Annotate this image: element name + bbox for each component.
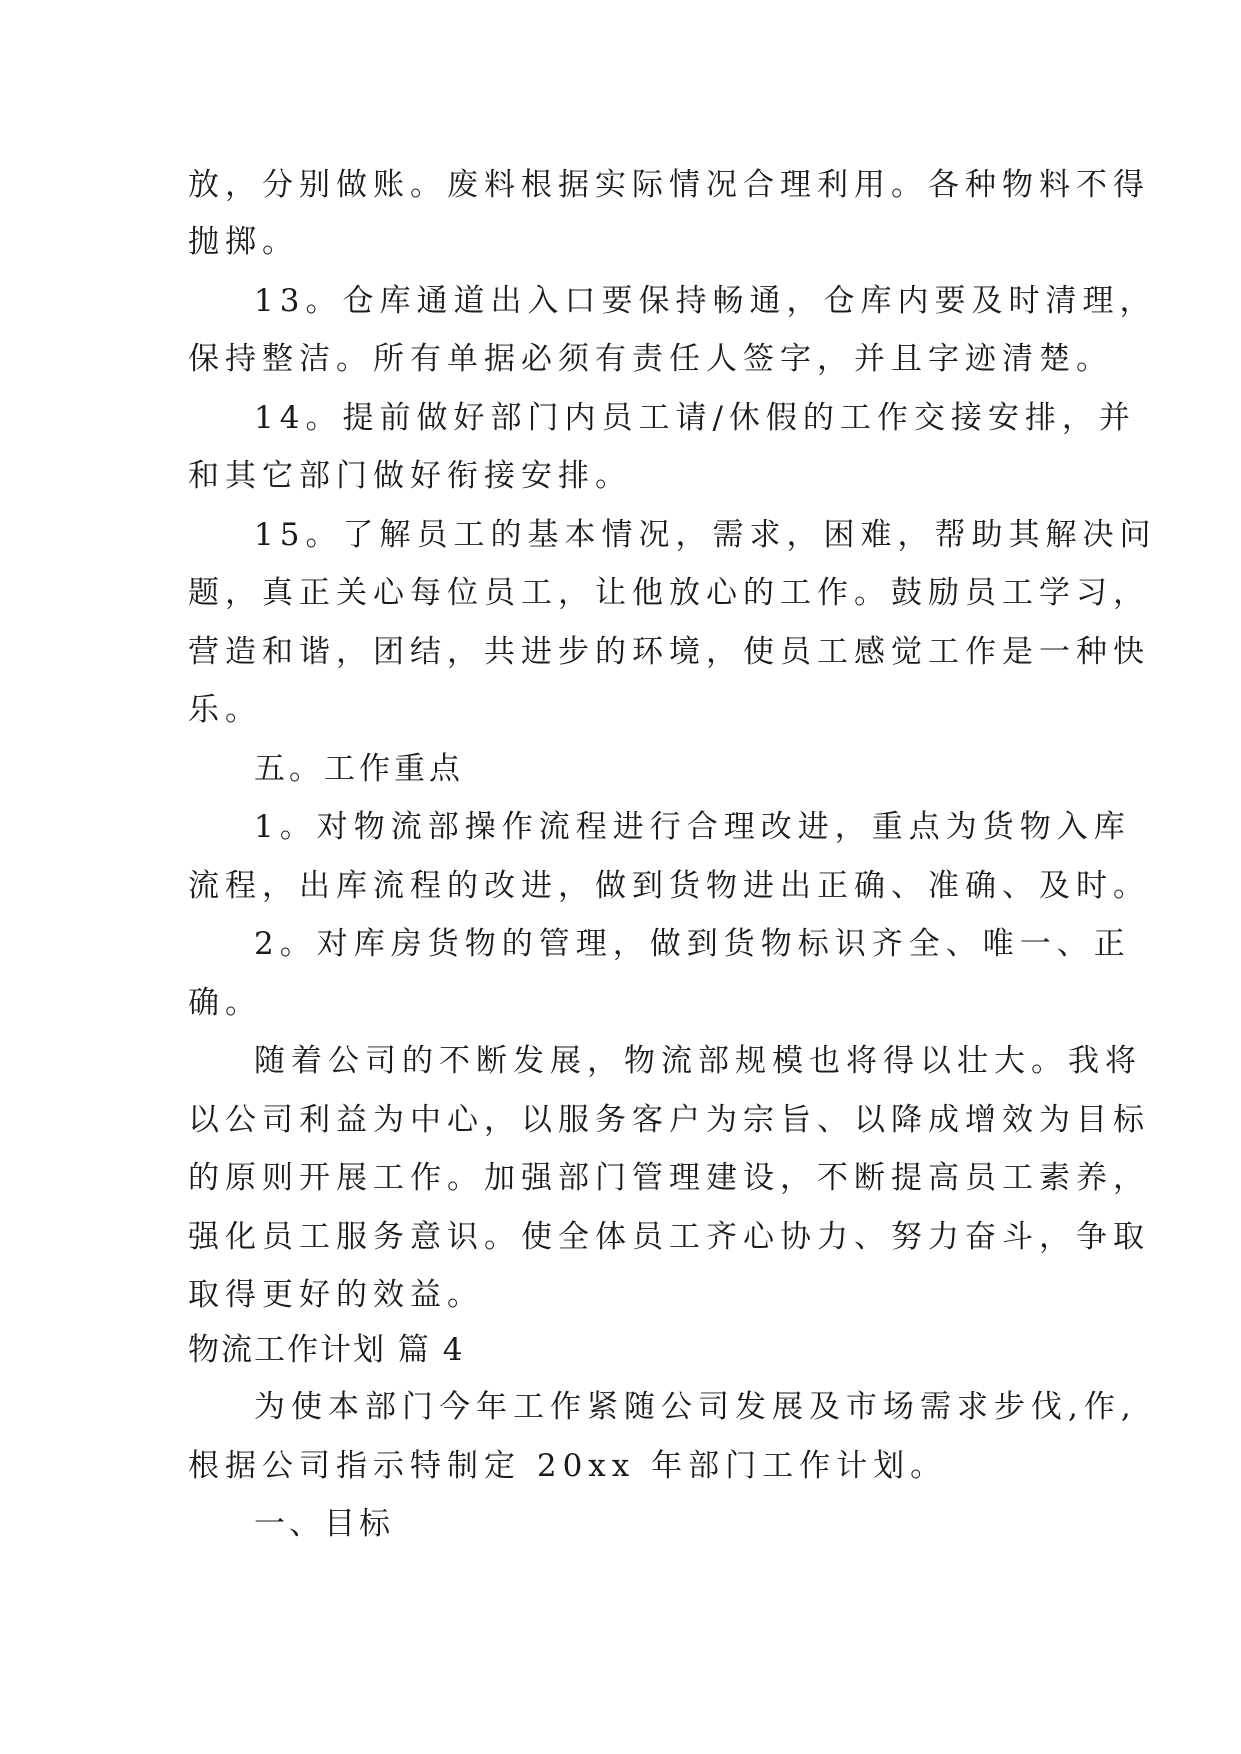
- section-title: 物流工作计划 篇 4: [188, 1332, 465, 1368]
- text-line: 为使本部门今年工作紧随公司发展及市场需求步伐,作,: [254, 1389, 1137, 1425]
- text-line: 乐。: [188, 692, 262, 728]
- text-line: 15。了解员工的基本情况，需求，困难，帮助其解决问: [254, 517, 1157, 553]
- text-line: 营造和谐，团结，共进步的环境，使员工感觉工作是一种快: [188, 634, 1150, 670]
- text-line: 抛掷。: [188, 224, 299, 260]
- text-line: 根据公司指示特制定 20xx 年部门工作计划。: [188, 1448, 948, 1484]
- section-heading: 一、目标: [254, 1506, 394, 1542]
- text-line: 强化员工服务意识。使全体员工齐心协力、努力奋斗，争取: [188, 1219, 1150, 1255]
- text-line: 题，真正关心每位员工，让他放心的工作。鼓励员工学习，: [188, 575, 1150, 611]
- text-line: 的原则开展工作。加强部门管理建设，不断提高员工素养，: [188, 1160, 1150, 1196]
- text-line: 1。对物流部操作流程进行合理改进，重点为货物入库: [254, 809, 1131, 845]
- text-line: 放，分别做账。废料根据实际情况合理利用。各种物料不得: [188, 167, 1150, 203]
- text-line: 流程，出库流程的改进，做到货物进出正确、准确、及时。: [188, 868, 1150, 904]
- text-line: 确。: [188, 985, 262, 1021]
- text-line: 取得更好的效益。: [188, 1277, 484, 1313]
- text-line: 保持整洁。所有单据必须有责任人签字，并且字迹清楚。: [188, 341, 1113, 377]
- text-line: 和其它部门做好衔接安排。: [188, 458, 632, 494]
- text-line: 14。提前做好部门内员工请/休假的工作交接安排，并: [254, 400, 1136, 436]
- section-heading: 五。工作重点: [254, 751, 464, 787]
- text-line: 随着公司的不断发展，物流部规模也将得以壮大。我将: [254, 1043, 1142, 1079]
- text-line: 以公司利益为中心，以服务客户为宗旨、以降成增效为目标: [188, 1102, 1150, 1138]
- text-line: 13。仓库通道出入口要保持畅通，仓库内要及时清理，: [254, 283, 1157, 319]
- text-line: 2。对库房货物的管理，做到货物标识齐全、唯一、正: [254, 926, 1131, 962]
